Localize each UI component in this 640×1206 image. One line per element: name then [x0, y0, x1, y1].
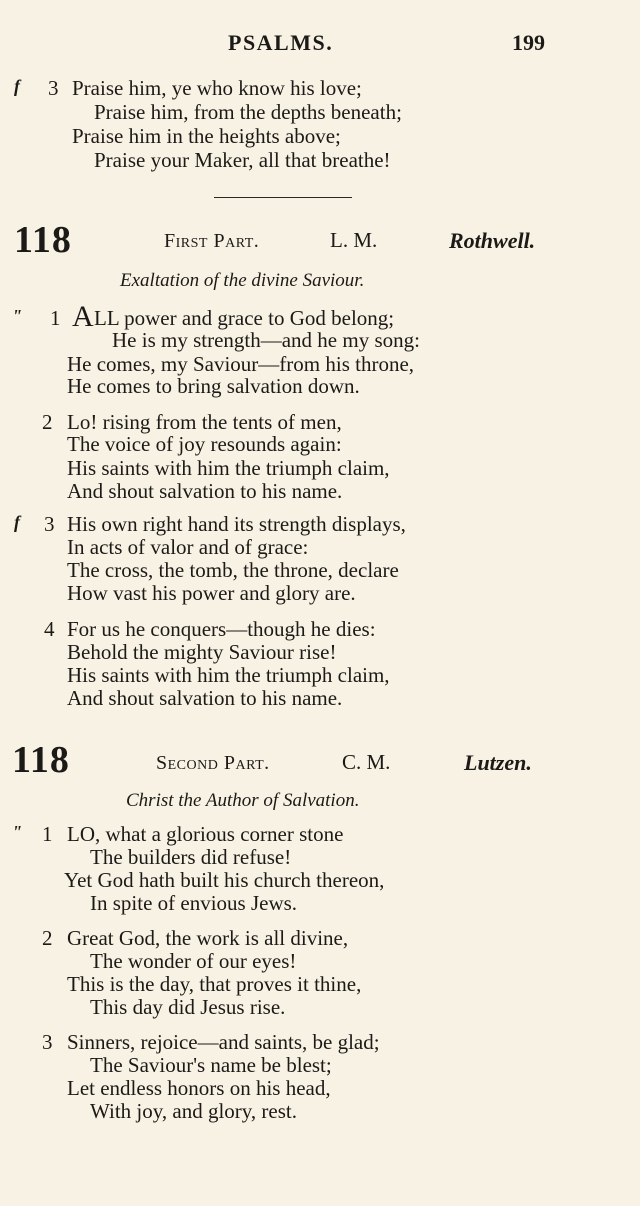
stanza-number: 3 — [42, 1030, 53, 1054]
section-divider — [214, 197, 352, 198]
running-header-title: PSALMS. — [228, 30, 334, 55]
verse-line: In spite of envious Jews. — [90, 891, 298, 915]
stanza-number: 2 — [42, 926, 53, 950]
verse-line: Great God, the work is all divine, — [67, 926, 349, 950]
stanza-number: 3 — [44, 512, 55, 536]
verse-line: The wonder of our eyes! — [90, 949, 297, 973]
hymn-number: 118 — [12, 739, 70, 781]
verse-line: This is the day, that proves it thine, — [67, 972, 362, 996]
verse-line: His saints with him the triumph claim, — [67, 456, 390, 480]
verse-line: He comes to bring salvation down. — [67, 374, 360, 398]
verse-line: How vast his power and glory are. — [67, 581, 356, 605]
hymn-subtitle: Exaltation of the divine Saviour. — [120, 270, 365, 291]
verse-line: With joy, and glory, rest. — [90, 1099, 297, 1123]
stanza-number: 1 — [50, 306, 61, 330]
stanza-number: 1 — [42, 822, 53, 846]
verse-line: Praise your Maker, all that breathe! — [94, 148, 391, 172]
hymn-meter: L. M. — [330, 228, 378, 252]
verse-line: LL power and grace to God belong; — [94, 306, 395, 330]
verse-line: For us he conquers—though he dies: — [67, 617, 376, 641]
page-number: 199 — [512, 30, 545, 55]
stanza-number: 3 — [48, 76, 59, 100]
verse-line: He is my strength—and he my song: — [112, 328, 420, 352]
verse-line: And shout salvation to his name. — [67, 686, 343, 710]
verse-line: Praise him in the heights above; — [72, 124, 341, 148]
dynamic-mark: f — [14, 512, 20, 532]
dynamic-mark: " — [12, 306, 22, 326]
tune-name: Lutzen. — [464, 750, 532, 775]
verse-line: Lo! rising from the tents of men, — [67, 410, 342, 434]
verse-line: Sinners, rejoice—and saints, be glad; — [67, 1030, 380, 1054]
hymn-part: First Part. — [164, 230, 260, 252]
verse-line: Let endless honors on his head, — [67, 1076, 331, 1100]
verse-line: Praise him, from the depths beneath; — [94, 100, 402, 124]
verse-line: Behold the mighty Saviour rise! — [67, 640, 337, 664]
verse-line: He comes, my Saviour—from his throne, — [67, 352, 415, 376]
drop-cap: A — [72, 300, 94, 333]
dynamic-mark: f — [14, 76, 20, 96]
verse-line: LO, what a glorious corner stone — [67, 822, 344, 846]
hymn-number: 118 — [14, 219, 72, 261]
stanza-number: 4 — [44, 617, 55, 641]
verse-line: The voice of joy resounds again: — [67, 432, 342, 456]
verse-line: This day did Jesus rise. — [90, 995, 286, 1019]
verse-line: The cross, the tomb, the throne, declare — [67, 558, 399, 582]
verse-line: His own right hand its strength displays, — [67, 512, 406, 536]
dynamic-mark: " — [12, 822, 22, 842]
verse-line: His saints with him the triumph claim, — [67, 663, 390, 687]
verse-line: The Saviour's name be blest; — [90, 1053, 332, 1077]
verse-line: The builders did refuse! — [90, 845, 292, 869]
hymn-part: Second Part. — [156, 752, 270, 774]
stanza-number: 2 — [42, 410, 53, 434]
hymn-subtitle: Christ the Author of Salvation. — [126, 790, 360, 811]
verse-line: And shout salvation to his name. — [67, 479, 343, 503]
hymn-meter: C. M. — [342, 750, 391, 774]
verse-line: In acts of valor and of grace: — [67, 535, 309, 559]
tune-name: Rothwell. — [449, 228, 536, 253]
verse-line: Yet God hath built his church thereon, — [64, 868, 385, 892]
verse-line: Praise him, ye who know his love; — [72, 76, 362, 100]
